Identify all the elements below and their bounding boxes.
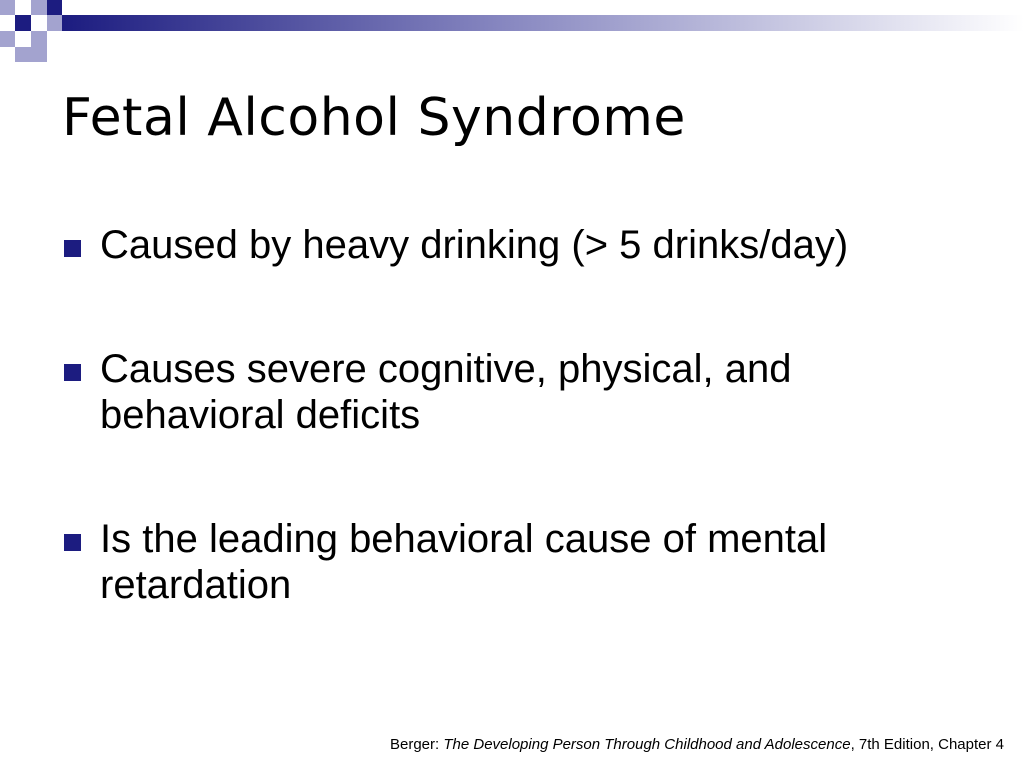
decor-square xyxy=(0,0,15,15)
bullet-list xyxy=(62,222,982,608)
bullet-item xyxy=(62,516,982,608)
square-bullet-icon xyxy=(64,364,81,381)
bullet-text: Is the leading behavioral cause of mental retardation xyxy=(100,517,828,607)
decor-square xyxy=(0,31,15,47)
bullet-item xyxy=(62,222,982,268)
decor-square xyxy=(31,47,47,62)
bullet-text: Caused by heavy drinking (> 5 drinks/day) xyxy=(100,223,849,267)
bullet-item xyxy=(62,346,982,438)
square-bullet-icon xyxy=(64,240,81,257)
footer-edition: , 7th Edition, Chapter 4 xyxy=(850,736,1004,753)
decor-square xyxy=(31,0,47,15)
bullet-text: Causes severe cognitive, physical, and behavioral deficits xyxy=(100,347,792,437)
top-gradient-bar xyxy=(62,15,1024,31)
slide-title: Fetal Alcohol Syndrome xyxy=(62,88,686,148)
decor-square xyxy=(31,31,47,47)
footer-author: Berger: xyxy=(389,736,444,753)
decor-square xyxy=(15,15,31,31)
decor-square xyxy=(47,15,62,31)
decor-square xyxy=(15,47,31,62)
decor-square xyxy=(47,0,62,15)
footer-book-title: The Developing Person Through Childhood and Adolescence xyxy=(443,736,851,753)
citation-footer xyxy=(390,736,1004,753)
square-bullet-icon xyxy=(64,534,81,551)
